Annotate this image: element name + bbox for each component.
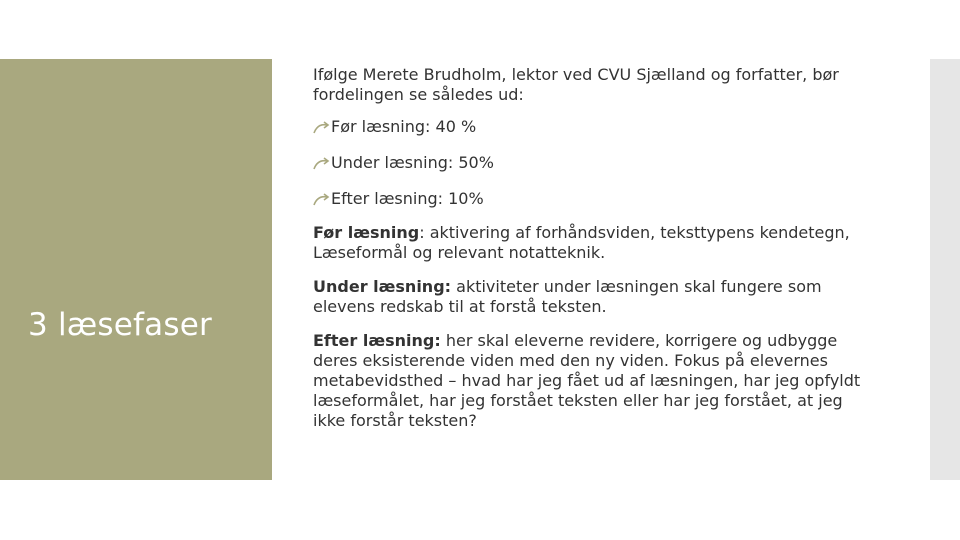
phase-paragraph-after (313, 331, 873, 431)
list-item-text: Efter læsning: 10% (331, 189, 484, 208)
list-item (313, 153, 873, 173)
phase-term: Før læsning (313, 223, 420, 242)
phase-paragraph-during (313, 277, 873, 317)
slide-title: 3 læsefaser (28, 307, 212, 343)
arrow-icon (313, 193, 331, 207)
phase-description: aktiviteter under læsningen skal fungere som elevens redskab til at forstå teksten. (313, 277, 822, 316)
arrow-icon (313, 157, 331, 171)
right-accent-strip (930, 59, 960, 480)
distribution-list (313, 117, 873, 209)
list-item-text: Før læsning: 40 % (331, 117, 477, 136)
title-panel (0, 59, 272, 480)
phase-term: Under læsning: (313, 277, 452, 296)
list-item-text: Under læsning: 50% (331, 153, 494, 172)
list-item (313, 117, 873, 137)
phase-paragraph-before (313, 223, 873, 263)
phase-description: her skal eleverne revidere, korrigere og udbygge deres eksisterende viden med den ny viden. Fokus på elevernes metabevidsthed – hvad har jeg fået ud af læsningen, har jeg opfyldt læseformålet, har jeg forstået teksten eller har jeg forstået, at jeg ikke forstår teksten? (313, 331, 861, 430)
slide-content (313, 65, 873, 431)
arrow-icon (313, 121, 331, 135)
intro-text: Ifølge Merete Brudholm, lektor ved CVU Sjælland og forfatter, bør fordelingen se således ud: (313, 65, 839, 104)
phase-term: Efter læsning: (313, 331, 441, 350)
list-item (313, 189, 873, 209)
phase-description: : aktivering af forhåndsviden, teksttypens kendetegn, Læseformål og relevant notatteknik. (313, 223, 850, 262)
